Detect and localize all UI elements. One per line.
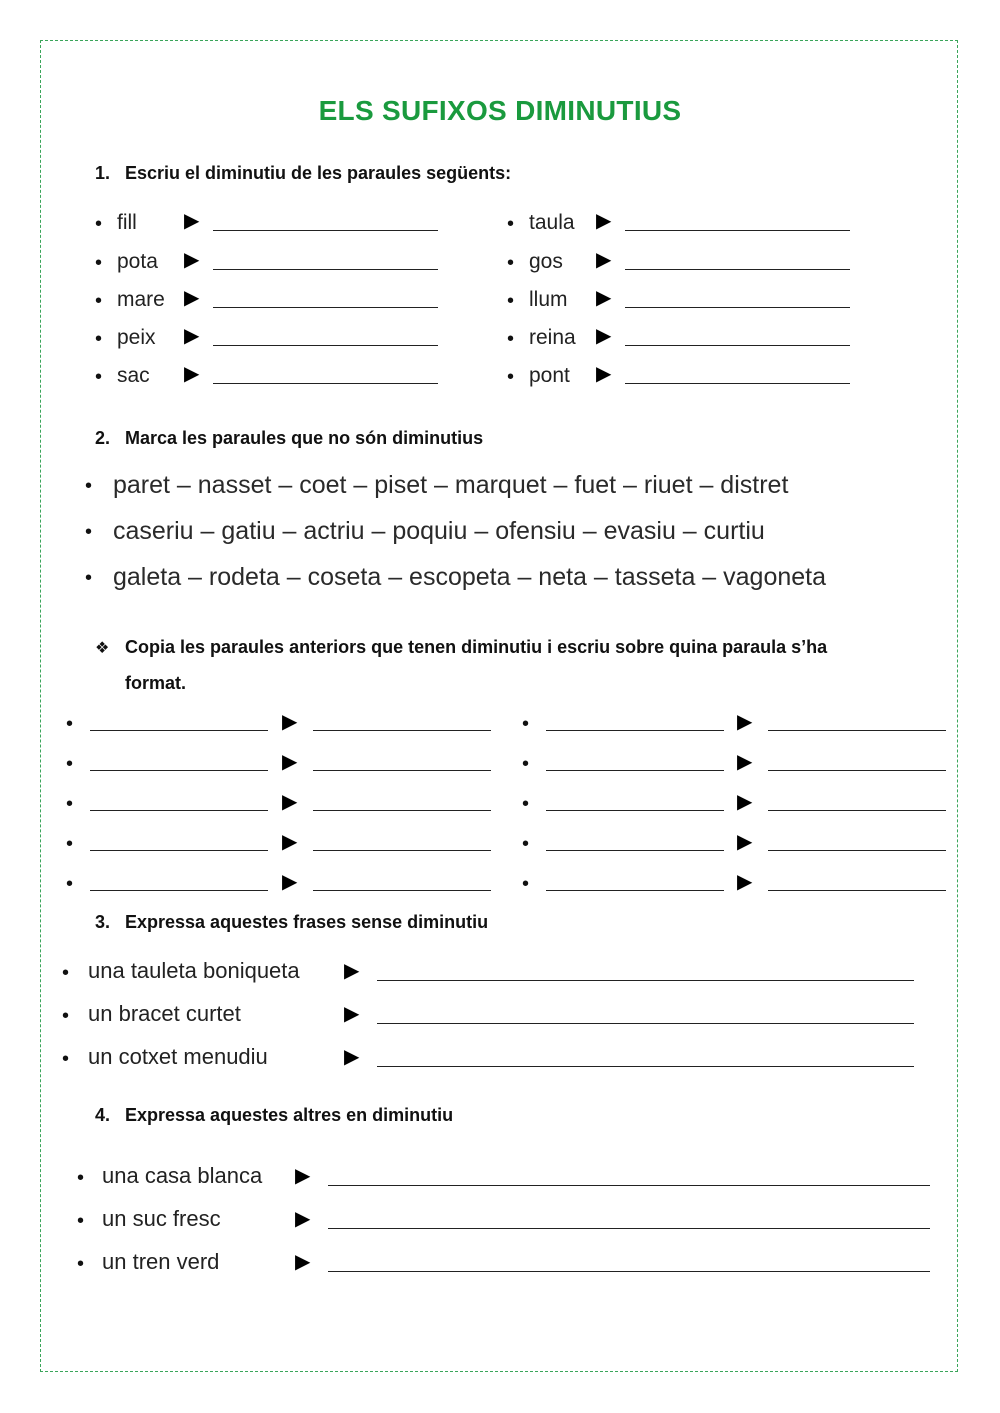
word-to-transform: peix [117, 326, 156, 349]
bullet: • [66, 713, 74, 735]
word-to-transform: mare [117, 288, 165, 311]
answer-blank[interactable] [625, 230, 850, 231]
section-1-heading-text: Escriu el diminutiu de les paraules següents: [125, 163, 512, 183]
bullet: • [66, 833, 74, 855]
section-2-heading-text: Marca les paraules que no són diminutius [125, 428, 484, 448]
word-list-line [85, 563, 935, 593]
word-list-text[interactable]: paret – nasset – coet – piset – marquet – fuet – riuet – distret [113, 471, 789, 499]
answer-blank[interactable] [213, 230, 438, 231]
answer-blank[interactable] [625, 307, 850, 308]
base-word-blank[interactable] [313, 850, 491, 851]
base-word-blank[interactable] [313, 890, 491, 891]
section-1-heading [95, 163, 511, 184]
bullet: • [77, 1210, 85, 1232]
word-to-transform: taula [529, 211, 575, 234]
answer-blank[interactable] [625, 345, 850, 346]
arrow-right-icon: ▶ [295, 1165, 311, 1187]
base-word-blank[interactable] [768, 850, 946, 851]
arrow-right-icon: ▶ [295, 1251, 311, 1273]
copy-instruction-line-1: Copia les paraules anteriors que tenen diminutiu i escriu sobre quina paraula s’ha [125, 637, 828, 657]
section-4-number: 4. [95, 1105, 111, 1125]
answer-blank[interactable] [213, 307, 438, 308]
bullet: • [62, 1048, 70, 1070]
arrow-right-icon: ▶ [184, 363, 200, 385]
bullet: • [522, 753, 530, 775]
arrow-right-icon: ▶ [282, 791, 298, 813]
bullet: • [507, 328, 515, 350]
section-4-heading [95, 1105, 453, 1126]
diminutive-word-blank[interactable] [90, 850, 268, 851]
diminutive-word-blank[interactable] [90, 890, 268, 891]
section-4-heading-text: Expressa aquestes altres en diminutiu [125, 1105, 454, 1125]
arrow-right-icon: ▶ [596, 287, 612, 309]
phrase-with-diminutive: una tauleta boniqueta [88, 958, 300, 983]
arrow-right-icon: ▶ [282, 711, 298, 733]
bullet: • [95, 328, 103, 350]
arrow-right-icon: ▶ [737, 791, 753, 813]
arrow-right-icon: ▶ [344, 1046, 360, 1068]
bullet: • [507, 290, 515, 312]
arrow-right-icon: ▶ [184, 249, 200, 271]
answer-blank[interactable] [213, 383, 438, 384]
arrow-right-icon: ▶ [344, 960, 360, 982]
diminutive-word-blank[interactable] [546, 850, 724, 851]
answer-blank[interactable] [377, 1066, 914, 1067]
arrow-right-icon: ▶ [184, 210, 200, 232]
diminutive-word-blank[interactable] [546, 810, 724, 811]
base-word-blank[interactable] [768, 810, 946, 811]
arrow-right-icon: ▶ [737, 871, 753, 893]
arrow-right-icon: ▶ [596, 363, 612, 385]
arrow-right-icon: ▶ [184, 325, 200, 347]
answer-blank[interactable] [625, 269, 850, 270]
answer-blank[interactable] [213, 269, 438, 270]
bullet: • [522, 713, 530, 735]
bullet: • [66, 753, 74, 775]
bullet: • [62, 962, 70, 984]
arrow-right-icon: ▶ [596, 210, 612, 232]
answer-blank[interactable] [213, 345, 438, 346]
diminutive-word-blank[interactable] [90, 810, 268, 811]
arrow-right-icon: ▶ [295, 1208, 311, 1230]
base-word-blank[interactable] [768, 730, 946, 731]
arrow-right-icon: ▶ [282, 751, 298, 773]
diminutive-word-blank[interactable] [546, 730, 724, 731]
copy-instruction [95, 630, 827, 701]
word-list-text[interactable]: caseriu – gatiu – actriu – poquiu – ofensiu – evasiu – curtiu [113, 517, 765, 545]
phrase-with-diminutive: un cotxet menudiu [88, 1044, 268, 1069]
bullet: • [85, 567, 93, 589]
answer-blank[interactable] [377, 980, 914, 981]
base-word-blank[interactable] [313, 810, 491, 811]
bullet: • [507, 252, 515, 274]
diminutive-word-blank[interactable] [90, 730, 268, 731]
base-word-blank[interactable] [768, 770, 946, 771]
bullet: • [522, 833, 530, 855]
bullet: • [85, 475, 93, 497]
diminutive-word-blank[interactable] [546, 890, 724, 891]
word-to-transform: pota [117, 250, 158, 273]
answer-blank[interactable] [377, 1023, 914, 1024]
word-list-text[interactable]: galeta – rodeta – coseta – escopeta – neta – tasseta – vagoneta [113, 563, 827, 591]
phrase-to-diminutive: un suc fresc [102, 1206, 221, 1231]
bullet: • [95, 252, 103, 274]
diminutive-word-blank[interactable] [546, 770, 724, 771]
diminutive-word-blank[interactable] [90, 770, 268, 771]
section-2-number: 2. [95, 428, 111, 448]
word-to-transform: reina [529, 326, 576, 349]
diamond-bullet-icon: ❖ [95, 640, 110, 657]
bullet: • [66, 793, 74, 815]
bullet: • [62, 1005, 70, 1027]
section-3-number: 3. [95, 912, 111, 932]
bullet: • [507, 366, 515, 388]
bullet: • [66, 873, 74, 895]
word-to-transform: fill [117, 211, 137, 234]
arrow-right-icon: ▶ [596, 325, 612, 347]
word-to-transform: llum [529, 288, 568, 311]
bullet: • [507, 213, 515, 235]
bullet: • [77, 1253, 85, 1275]
phrase-to-diminutive: un tren verd [102, 1249, 220, 1274]
base-word-blank[interactable] [313, 770, 491, 771]
word-list-line [85, 471, 935, 501]
arrow-right-icon: ▶ [184, 287, 200, 309]
word-list-line [85, 517, 935, 547]
answer-blank[interactable] [328, 1228, 930, 1229]
arrow-right-icon: ▶ [344, 1003, 360, 1025]
bullet: • [522, 793, 530, 815]
base-word-blank[interactable] [768, 890, 946, 891]
answer-blank[interactable] [625, 383, 850, 384]
bullet: • [95, 213, 103, 235]
word-to-transform: pont [529, 364, 570, 387]
arrow-right-icon: ▶ [282, 831, 298, 853]
arrow-right-icon: ▶ [282, 871, 298, 893]
phrase-with-diminutive: un bracet curtet [88, 1001, 241, 1026]
section-3-heading [95, 912, 488, 933]
bullet: • [95, 290, 103, 312]
section-1-number: 1. [95, 163, 111, 183]
arrow-right-icon: ▶ [596, 249, 612, 271]
bullet: • [95, 366, 103, 388]
phrase-to-diminutive: una casa blanca [102, 1163, 263, 1188]
bullet: • [77, 1167, 85, 1189]
bullet: • [522, 873, 530, 895]
arrow-right-icon: ▶ [737, 711, 753, 733]
word-to-transform: gos [529, 250, 563, 273]
section-3-heading-text: Expressa aquestes frases sense diminutiu [125, 912, 489, 932]
base-word-blank[interactable] [313, 730, 491, 731]
bullet: • [85, 521, 93, 543]
page-title: ELS SUFIXOS DIMINUTIUS [318, 95, 682, 126]
copy-instruction-line-2: format. [125, 673, 187, 693]
answer-blank[interactable] [328, 1185, 930, 1186]
section-2-heading [95, 428, 483, 449]
arrow-right-icon: ▶ [737, 831, 753, 853]
arrow-right-icon: ▶ [737, 751, 753, 773]
word-to-transform: sac [117, 364, 150, 387]
answer-blank[interactable] [328, 1271, 930, 1272]
